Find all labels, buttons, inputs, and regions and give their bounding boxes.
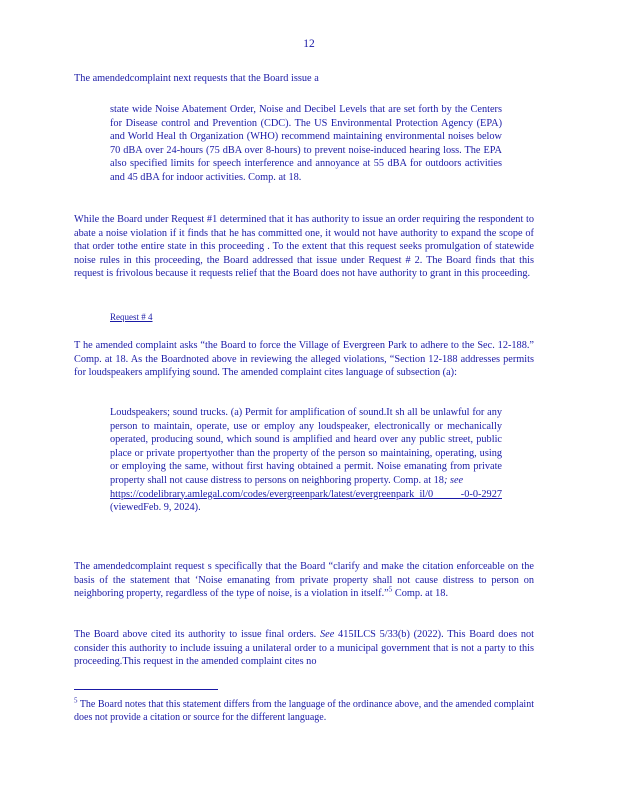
footnote-5 (74, 698, 534, 724)
paragraph-final-orders (74, 628, 534, 669)
final-orders-text: The Board above cited its authority to issue final orders. (74, 629, 320, 640)
block-quote-noise-order: state wide Noise Abatement Order, Noise and Decibel Levels that are set forth by the Centers for Disease control and Prevention (CDC). The US Environmental Protection Agency (EPA) and World Heal th Organization (WHO) recommend maintaining environmental noises below 70 dBA over 24-hours (75 dBA over 8-hours) to prevent noise-induced hearing loss. The EPA also specified limits for speech interference and annoyance at 55 dBA for outdoors activities and 45 dBA for indoor activities. Comp. at 18. (110, 104, 502, 183)
paragraph-request-4: T he amended complaint asks “the Board to force the Village of Evergreen Park to adhere to the Sec. 12-188.” Comp. at 18. As the Boardnoted above in reviewing the alleged violations, “Section 12-188 addresses permits for loudspeakers amplifying sound. The amended complaint cites language of subsection (a): (74, 340, 534, 379)
clarify-request-citation: Comp. at 18. (392, 588, 449, 600)
footnote-divider (74, 689, 218, 690)
footnote-text: The Board notes that this statement differs from the language of the ordinance above, and the amended complaint does not provide a citation or source for the different language. (74, 699, 534, 724)
paragraph-board-authority: While the Board under Request #1 determined that it has authority to issue an order requiring the respondent to abate a noise violation if it finds that he has committed one, it would not have authority to expand the scope of that order tothe entire state in this proceeding . To the extent that this request seeks promulgation of statewide noise rules in this proceeding, the Board addressed that issue under Request # 2. The Board finds that this request is frivolous because it requests relief that the Board does not have authority to grant in this proceeding. (74, 214, 534, 280)
see-signal: ; see (443, 474, 464, 486)
clarify-request-text: The amendedcomplaint request s specifically that the Board “clarify and make the citation enforceable on the basis of the statement that ‘Noise emanating from private property shall not cause distress to person on neighboring property, regardless of the type of noise, is a violation in itself.” (74, 561, 534, 600)
section-heading-request-4: Request # 4 (110, 312, 153, 322)
ordinance-url-link[interactable]: https://codelibrary.amlegal.com/codes/evergreenpark/latest/evergreenpark_il/0 -0-0-2927 (110, 488, 502, 500)
paragraph-clarify-request (74, 560, 534, 601)
footnote-reference: 5 (388, 585, 393, 594)
footnote-number: 5 (74, 696, 78, 705)
ordinance-quote-text: Loudspeakers; sound trucks. (a) Permit for amplification of sound.It sh all be unlawful for any person to maintain, operate, use or employ any loudspeaker, electronically or mechanically operated, producing sound, which sound is amplified and heard over any public street, public place or private propertyother than the property of the person so maintaining, operating, using or employing the same, without first having obtained a permit. Noise emanating from private property shall not cause distress to persons on neighboring property. Comp. at 18 (110, 407, 502, 486)
block-quote-ordinance (110, 406, 502, 515)
viewed-date: (viewedFeb. 9, 2024). (110, 502, 201, 514)
see-signal-2: See (320, 629, 335, 640)
final-orders-citation: 415ILCS 5/33(b) (2022). This Board does not consider this authority to include issuing a unilateral order to a municipal government that is not a party to this proceeding.This request in the amended complaint cites no (74, 629, 534, 668)
intro-paragraph: The amendedcomplaint next requests that the Board issue a (74, 73, 319, 84)
page-number: 12 (303, 38, 315, 50)
